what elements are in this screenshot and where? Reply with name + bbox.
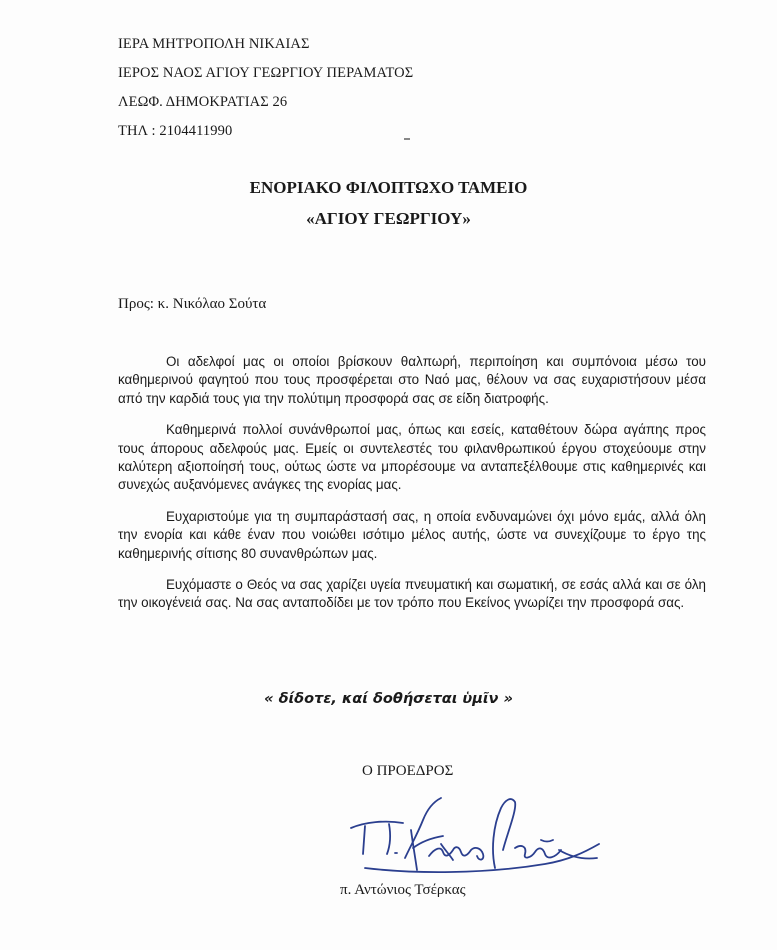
- signature-image: [345, 790, 605, 880]
- letterhead: [118, 30, 413, 146]
- paragraph-blessing: Ευχόμαστε ο Θεός να σας χαρίζει υγεία πνευματική και σωματική, σε εσάς αλλά και σε όλη την οικογένειά σας. Να σας ανταποδίδει με τον τρόπο που Εκείνος γνωρίζει την προσφορά σας.: [118, 577, 706, 611]
- document-title: [0, 172, 777, 234]
- letterhead-address: ΛΕΩΦ. ΔΗΜΟΚΡΑΤΙΑΣ 26: [118, 94, 288, 110]
- president-title: Ο ΠΡΟΕΔΡΟΣ: [362, 763, 454, 779]
- letterhead-phone: ΤΗΛ : 2104411990: [118, 123, 233, 139]
- scan-artifact: [404, 138, 410, 140]
- paragraph-donations: Καθημερινά πολλοί συνάνθρωποί μας, όπως και εσείς, καταθέτουν δώρα αγάπης προς τους άπορους αδελφούς μας. Εμείς οι συντελεστές του φιλανθρωπικού έργου στοχεύουμε στην καλύτερη αξιοποίησή τους, ούτως ώστε να μπορέσουμε να ανταπεξέλθουμε στις καθημερινές και συνεχώς αυξανόμενες ανάγκες της ενορίας μας.: [118, 422, 706, 493]
- recipient-line: Προς: κ. Νικόλαο Σούτα: [118, 296, 267, 312]
- scripture-motto: « δίδοτε, καί δοθήσεται ὑμῖν »: [264, 691, 513, 707]
- letter-body: [118, 353, 706, 626]
- paragraph-support: Ευχαριστούμε για τη συμπαράστασή σας, η οποία ενδυναμώνει όχι μόνο εμάς, αλλά όλη την ενορία και κάθε έναν που νοιώθει ισότιμο μέλος αυτής, ώστε να συνεχίζουμε το έργο της καθημερινής σίτισης 80 συνανθρώπων μας.: [118, 508, 706, 561]
- signer-name: π. Αντώνιος Τσέρκας: [340, 882, 466, 898]
- title-line-saint: «ΑΓΙΟΥ ΓΕΩΡΓΙΟΥ»: [306, 209, 471, 228]
- letterhead-metropolis: ΙΕΡΑ ΜΗΤΡΟΠΟΛΗ ΝΙΚΑΙΑΣ: [118, 36, 310, 52]
- letterhead-church: ΙΕΡΟΣ ΝΑΟΣ ΑΓΙΟΥ ΓΕΩΡΓΙΟΥ ΠΕΡΑΜΑΤΟΣ: [118, 65, 414, 81]
- title-line-fund: ΕΝΟΡΙΑΚΟ ΦΙΛΟΠΤΩΧΟ ΤΑΜΕΙΟ: [249, 178, 528, 197]
- paragraph-thanks: Οι αδελφοί μας οι οποίοι βρίσκουν θαλπωρή, περιποίηση και συμπόνοια μέσω του καθημερινού φαγητού που τους προσφέρεται στο Ναό μας, θέλουν να σας ευχαριστήσουν μέσα από την καρδιά τους για την πολύτιμη προσφορά σας σε είδη διατροφής.: [118, 354, 706, 406]
